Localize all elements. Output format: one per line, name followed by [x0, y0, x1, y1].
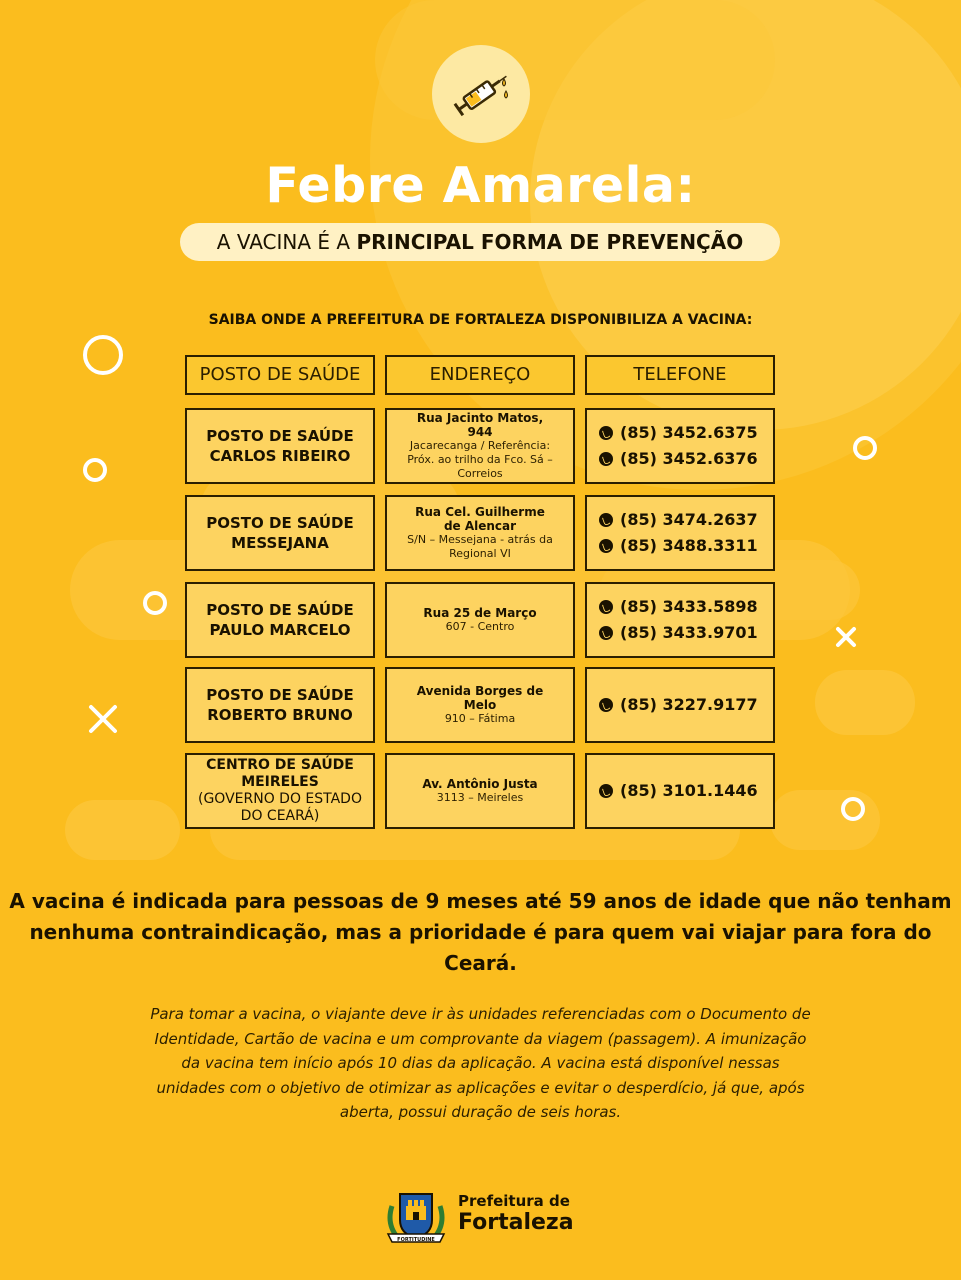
phone-text: (85) 3433.9701 — [620, 623, 758, 642]
subtitle-banner — [180, 223, 780, 261]
posto-name: POSTO DE SAÚDE PAULO MARCELO — [206, 601, 354, 639]
phone-cell — [585, 408, 775, 484]
phone-number[interactable] — [599, 446, 758, 472]
header-endereco: ENDEREÇO — [385, 355, 575, 395]
subtitle-bold: PRINCIPAL FORMA DE PREVENÇÃO — [356, 230, 744, 254]
phone-cell — [585, 753, 775, 829]
phone-cell — [585, 667, 775, 743]
address-street: Rua Cel. Guilherme de Alencar — [415, 505, 545, 533]
phone-icon — [599, 600, 613, 614]
syringe-icon — [446, 59, 516, 129]
phone-icon — [599, 452, 613, 466]
address-street: Avenida Borges de Melo — [416, 684, 544, 712]
address-detail: S/N – Messejana - atrás da Regional VI — [407, 533, 553, 560]
intro-text: SAIBA ONDE A PREFEITURA DE FORTALEZA DISPONIBILIZA A VACINA: — [208, 312, 753, 328]
phone-text: (85) 3452.6375 — [620, 423, 758, 442]
phone-number[interactable] — [599, 420, 758, 446]
phone-number[interactable] — [599, 692, 758, 718]
address-street: Av. Antônio Justa — [422, 777, 538, 791]
phone-number[interactable] — [599, 533, 758, 559]
address-cell — [385, 667, 575, 743]
header-posto: POSTO DE SAÚDE — [185, 355, 375, 395]
posto-cell — [185, 582, 375, 658]
phone-icon — [599, 513, 613, 527]
posto-cell — [185, 667, 375, 743]
phone-icon — [599, 426, 613, 440]
address-street: Rua 25 de Março — [423, 606, 537, 620]
posto-name: CENTRO DE SAÚDE MEIRELES — [206, 757, 354, 790]
address-detail: 910 – Fátima — [444, 712, 516, 725]
phone-icon — [599, 539, 613, 553]
phone-icon — [599, 626, 613, 640]
phone-text: (85) 3474.2637 — [620, 510, 758, 529]
syringe-badge — [432, 45, 530, 143]
address-cell — [385, 582, 575, 658]
coat-of-arms-icon — [384, 1186, 448, 1248]
address-detail: 607 - Centro — [445, 620, 515, 633]
address-cell — [385, 408, 575, 484]
phone-text: (85) 3433.5898 — [620, 597, 758, 616]
header-telefone: TELEFONE — [585, 355, 775, 395]
address-detail: Jacarecanga / Referência: Próx. ao trilho da Fco. Sá – Correios — [407, 439, 553, 480]
logo-line1: Prefeitura de — [458, 1192, 570, 1210]
posto-name: POSTO DE SAÚDE CARLOS RIBEIRO — [206, 427, 354, 465]
subtitle-normal: A VACINA É A — [216, 230, 351, 254]
phone-number[interactable] — [599, 594, 758, 620]
phone-number[interactable] — [599, 620, 758, 646]
phone-text: (85) 3101.1446 — [620, 781, 758, 800]
page-title: Febre Amarela: — [265, 157, 696, 214]
instructions-paragraph: Para tomar a vacina, o viajante deve ir às unidades referenciadas com o Documento de Identidade, Cartão de vacina e um comprovante da viagem (passagem). A imunização da vacina tem início após 10 dias da aplicação. A vacina está disponível nessas unidades com o objetivo de otimizar as aplicações e evitar o desperdício, já que, após aberta, possui duração de seis horas. — [150, 1005, 811, 1121]
posto-cell — [185, 408, 375, 484]
phone-cell — [585, 495, 775, 571]
address-street: Rua Jacinto Matos, 944 — [416, 411, 544, 439]
posto-note: (GOVERNO DO ESTADO DO CEARÁ) — [197, 791, 362, 824]
emblem-motto: FORTITUDINE — [397, 1237, 435, 1243]
posto-name: POSTO DE SAÚDE ROBERTO BRUNO — [206, 686, 354, 724]
posto-cell — [185, 753, 375, 829]
address-detail: 3113 – Meireles — [436, 791, 524, 804]
phone-text: (85) 3452.6376 — [620, 449, 758, 468]
address-cell — [385, 753, 575, 829]
phone-text: (85) 3227.9177 — [620, 695, 758, 714]
phone-number[interactable] — [599, 778, 758, 804]
phone-text: (85) 3488.3311 — [620, 536, 758, 555]
eligibility-note: A vacina é indicada para pessoas de 9 meses até 59 anos de idade que não tenham nenhuma contraindicação, mas a prioridade é para quem vai viajar para fora do Ceará. — [9, 889, 952, 975]
logo-line2: Fortaleza — [458, 1210, 574, 1235]
phone-cell — [585, 582, 775, 658]
posto-cell — [185, 495, 375, 571]
phone-icon — [599, 784, 613, 798]
phone-number[interactable] — [599, 507, 758, 533]
address-cell — [385, 495, 575, 571]
posto-name: POSTO DE SAÚDE MESSEJANA — [206, 514, 354, 552]
phone-icon — [599, 698, 613, 712]
prefeitura-logo — [384, 1186, 584, 1246]
